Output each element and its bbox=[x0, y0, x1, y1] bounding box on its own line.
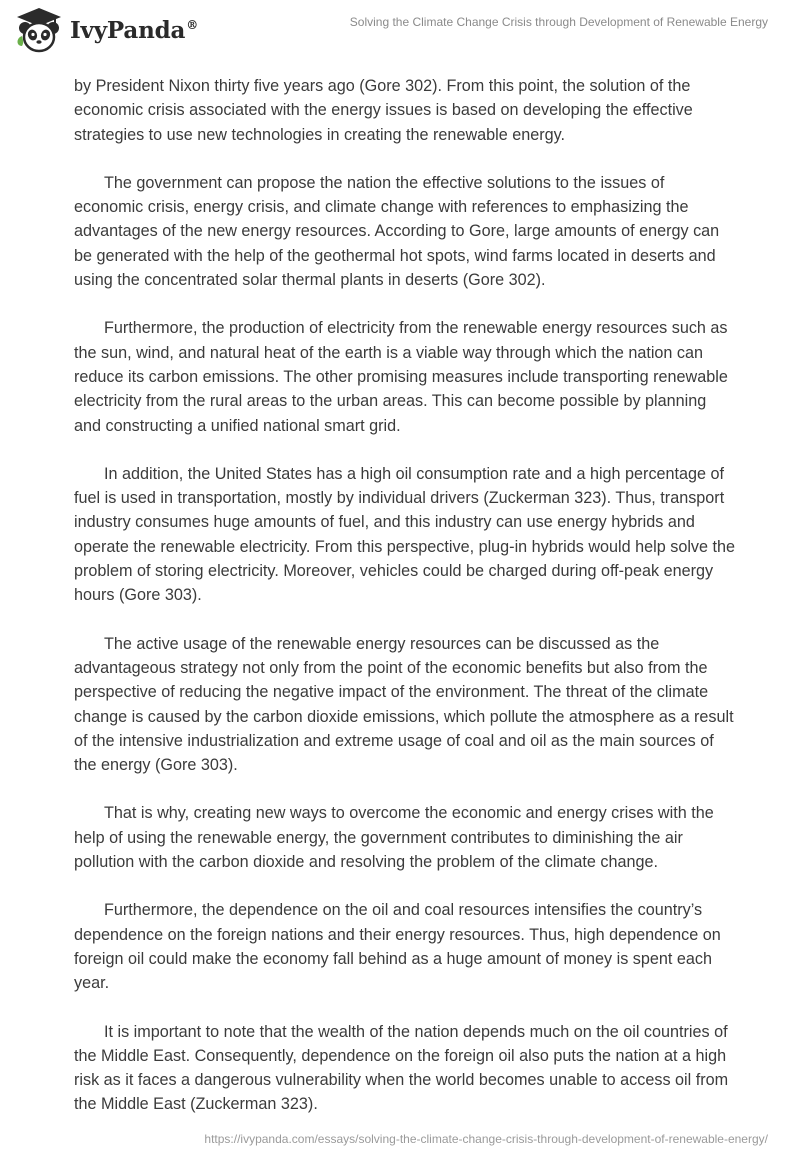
essay-body bbox=[74, 74, 736, 1141]
paragraph: It is important to note that the wealth of the nation depends much on the oil countries of the Middle East. Consequently, dependence on the foreign oil also puts the nation at a high risk as it faces a dangerous vulnerability when the world becomes unable to access oil from the Middle East (Zuckerman 323). bbox=[74, 1022, 729, 1114]
source-url[interactable]: https://ivypanda.com/essays/solving-the-climate-change-crisis-through-development-of-renewable-energy/ bbox=[204, 1132, 768, 1146]
paragraph: Furthermore, the production of electricity from the renewable energy resources such as the sun, wind, and natural heat of the earth is a viable way through which the nation can reduce its carbon emissions. The other promising measures include transporting renewable electricity from the rural areas to the urban areas. This can become possible by planning and constructing a unified national smart grid. bbox=[74, 319, 728, 435]
paragraph: The active usage of the renewable energy resources can be discussed as the advantageous strategy not only from the point of the economic benefits but also from the perspective of reducing the negative impact of the environment. The threat of the climate change is caused by the carbon dioxide emissions, which pollute the atmosphere as a result of the intensive industrialization and extreme usage of coal and oil as the main sources of the energy (Gore 303). bbox=[74, 634, 734, 775]
ivypanda-logo[interactable] bbox=[14, 6, 198, 54]
paragraph: Furthermore, the dependence on the oil and coal resources intensifies the country’s dependence on the foreign nations and their energy resources. Thus, high dependence on foreign oil could make the economy fall behind as a huge amount of money is spent each year. bbox=[74, 901, 721, 993]
paragraph: by President Nixon thirty five years ago (Gore 302). From this point, the solution of the economic crisis associated with the energy issues is based on developing the effective strategies to use new technologies in creating the renewable energy. bbox=[74, 77, 693, 144]
page-header bbox=[0, 0, 800, 64]
paragraph: That is why, creating new ways to overcome the economic and energy crises with the help of using the renewable energy, the government contributes to diminishing the air pollution with the carbon dioxide and resolving the problem of the climate change. bbox=[74, 804, 714, 872]
paragraph: In addition, the United States has a high oil consumption rate and a high percentage of fuel is used in transportation, mostly by individual drivers (Zuckerman 323). Thus, transport industry consumes huge amounts of fuel, and this industry can use energy hybrids and operate the renewable electricity. From this perspective, plug-in hybrids would help solve the problem of storing electricity. Moreover, vehicles could be charged during off-peak energy hours (Gore 303). bbox=[74, 464, 736, 605]
registered-mark: ® bbox=[186, 17, 198, 32]
panda-graduate-icon bbox=[14, 6, 64, 54]
document-title: Solving the Climate Change Crisis through Development of Renewable Energy bbox=[349, 15, 768, 29]
paragraph: The government can propose the nation the effective solutions to the issues of economic crisis, energy crisis, and climate change with references to emphasizing the advantages of the new energy resources. According to Gore, large amounts of energy can be generated with the help of the geothermal hot spots, wind farms located in deserts and using the concentrated solar thermal plants in deserts (Gore 302). bbox=[74, 173, 720, 290]
brand-name: IvyPanda® bbox=[70, 16, 198, 44]
